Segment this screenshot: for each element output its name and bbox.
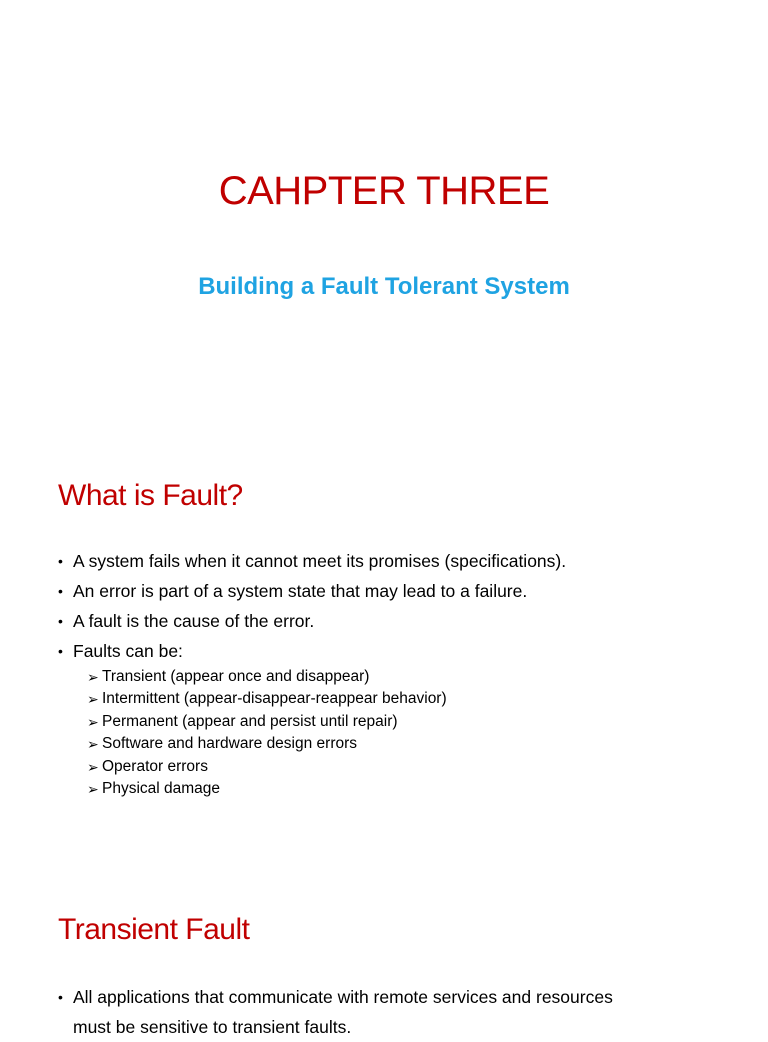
bullet-dot-icon: • [58, 643, 63, 659]
slide-what-is-fault [0, 432, 768, 864]
list-item [58, 636, 566, 800]
slide-heading: What is Fault? [58, 479, 243, 512]
bullet-text: A fault is the cause of the error. [73, 611, 315, 631]
sub-list-item [87, 711, 566, 733]
arrow-right-icon: ➢ [87, 781, 99, 798]
sub-bullet-text: Permanent (appear and persist until repair) [102, 712, 398, 730]
sub-bullet-list [87, 666, 566, 800]
arrow-right-icon: ➢ [87, 691, 99, 708]
bullet-text: Faults can be: [73, 641, 183, 661]
bullet-list [58, 982, 613, 1042]
list-item [58, 606, 566, 636]
sub-bullet-text: Physical damage [102, 780, 221, 798]
bullet-dot-icon: • [58, 583, 63, 599]
sub-list-item [87, 733, 566, 755]
slide-heading: Transient Fault [58, 913, 250, 946]
arrow-right-icon: ➢ [87, 669, 99, 685]
bullet-text: A system fails when it cannot meet its promises (specifications). [73, 551, 567, 571]
bullet-dot-icon: • [58, 989, 63, 1005]
sub-bullet-text: Transient (appear once and disappear) [102, 668, 370, 685]
sub-list-item [87, 666, 566, 688]
arrow-right-icon: ➢ [87, 736, 99, 753]
arrow-right-icon: ➢ [87, 713, 99, 730]
sub-list-item [87, 756, 566, 778]
list-item [58, 546, 566, 576]
sub-bullet-text: Software and hardware design errors [102, 735, 358, 753]
bullet-text: An error is part of a system state that may lead to a failure. [73, 581, 528, 601]
bullet-text-line-2: must be sensitive to transient faults. [73, 1017, 352, 1037]
sub-list-item [87, 688, 566, 710]
arrow-right-icon: ➢ [87, 758, 99, 775]
sub-bullet-text: Intermittent (appear-disappear-reappear behavior) [102, 690, 447, 708]
sub-bullet-text: Operator errors [102, 757, 208, 775]
bullet-dot-icon: • [58, 553, 63, 569]
chapter-subtitle: Building a Fault Tolerant System [198, 273, 570, 300]
title-slide [0, 0, 768, 432]
chapter-title: CAHPTER THREE [218, 169, 550, 213]
bullet-text-line-1: All applications that communicate with remote services and resources [73, 987, 613, 1007]
slide-transient-fault [0, 864, 768, 1037]
bullet-list [58, 546, 566, 800]
bullet-dot-icon: • [58, 613, 63, 629]
list-item [58, 982, 613, 1042]
list-item [58, 576, 566, 606]
sub-list-item [87, 778, 566, 800]
